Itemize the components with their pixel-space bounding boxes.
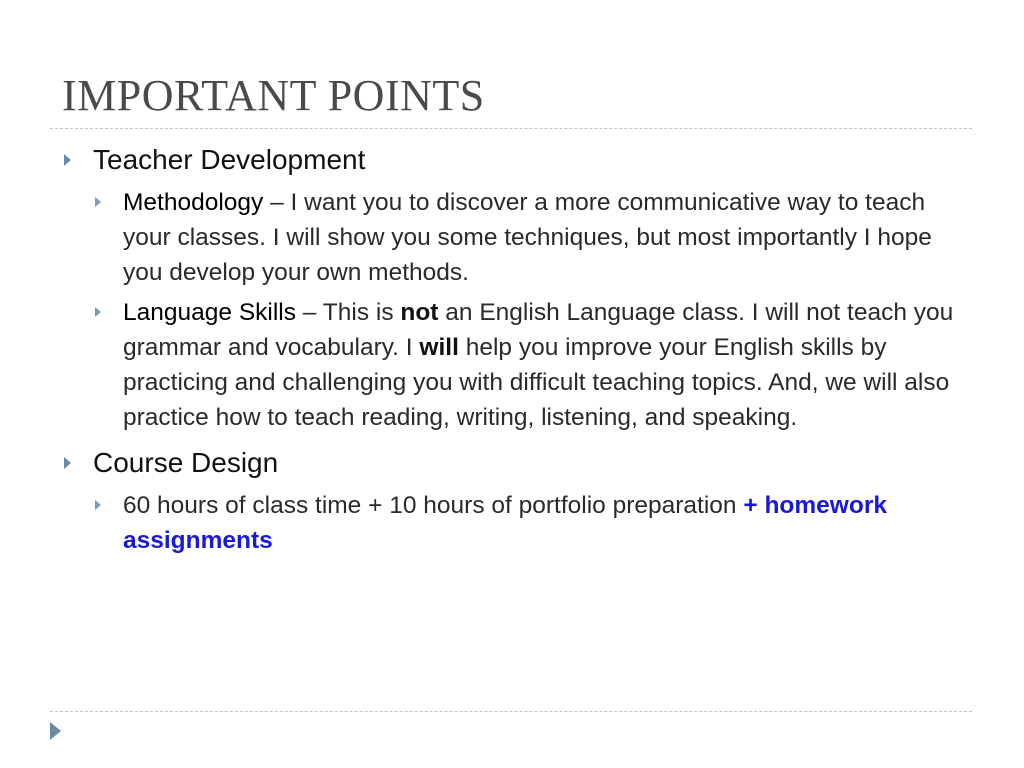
item-body: an English Language class. I will not teach you grammar and vocabulary. I [123,299,954,361]
item-text [123,185,972,290]
triangle-bullet-icon [95,197,101,207]
section-heading: Teacher Development [93,144,366,175]
item-term: Methodology [123,189,264,216]
top-divider [50,128,972,129]
item-text [123,488,972,558]
slide-title: IMPORTANT POINTS [62,71,485,120]
triangle-bullet-icon [64,154,71,166]
triangle-bullet-icon [95,500,101,510]
triangle-bullet-icon [95,307,101,317]
highlight-homework: + homework assignments [123,492,887,554]
next-arrow-icon[interactable] [50,722,61,740]
list-item-methodology [93,185,972,290]
list-item-language-skills [93,295,972,435]
section-course-design [62,443,972,483]
slide-content [62,140,972,558]
bottom-divider [50,711,972,712]
emphasis-not: not [400,299,439,326]
item-body: – I want you to discover a more communicative way to teach your classes. I will show you some techniques, but most importantly I hope you develop your own methods. [123,189,932,286]
list-item-hours [93,488,972,558]
section-heading: Course Design [93,447,279,478]
triangle-bullet-icon [64,457,71,469]
emphasis-will: will [419,334,459,361]
item-body: – This is [295,299,401,326]
item-text [123,295,972,435]
item-body: 60 hours of class time + 10 hours of portfolio preparation [123,492,744,519]
section-teacher-development [62,140,972,180]
item-body: help you improve your English skills by practicing and challenging you with difficult teaching topics. And, we will also practice how to teach reading, writing, listening, and speaking. [123,334,950,431]
item-term: Language Skills [123,299,296,326]
